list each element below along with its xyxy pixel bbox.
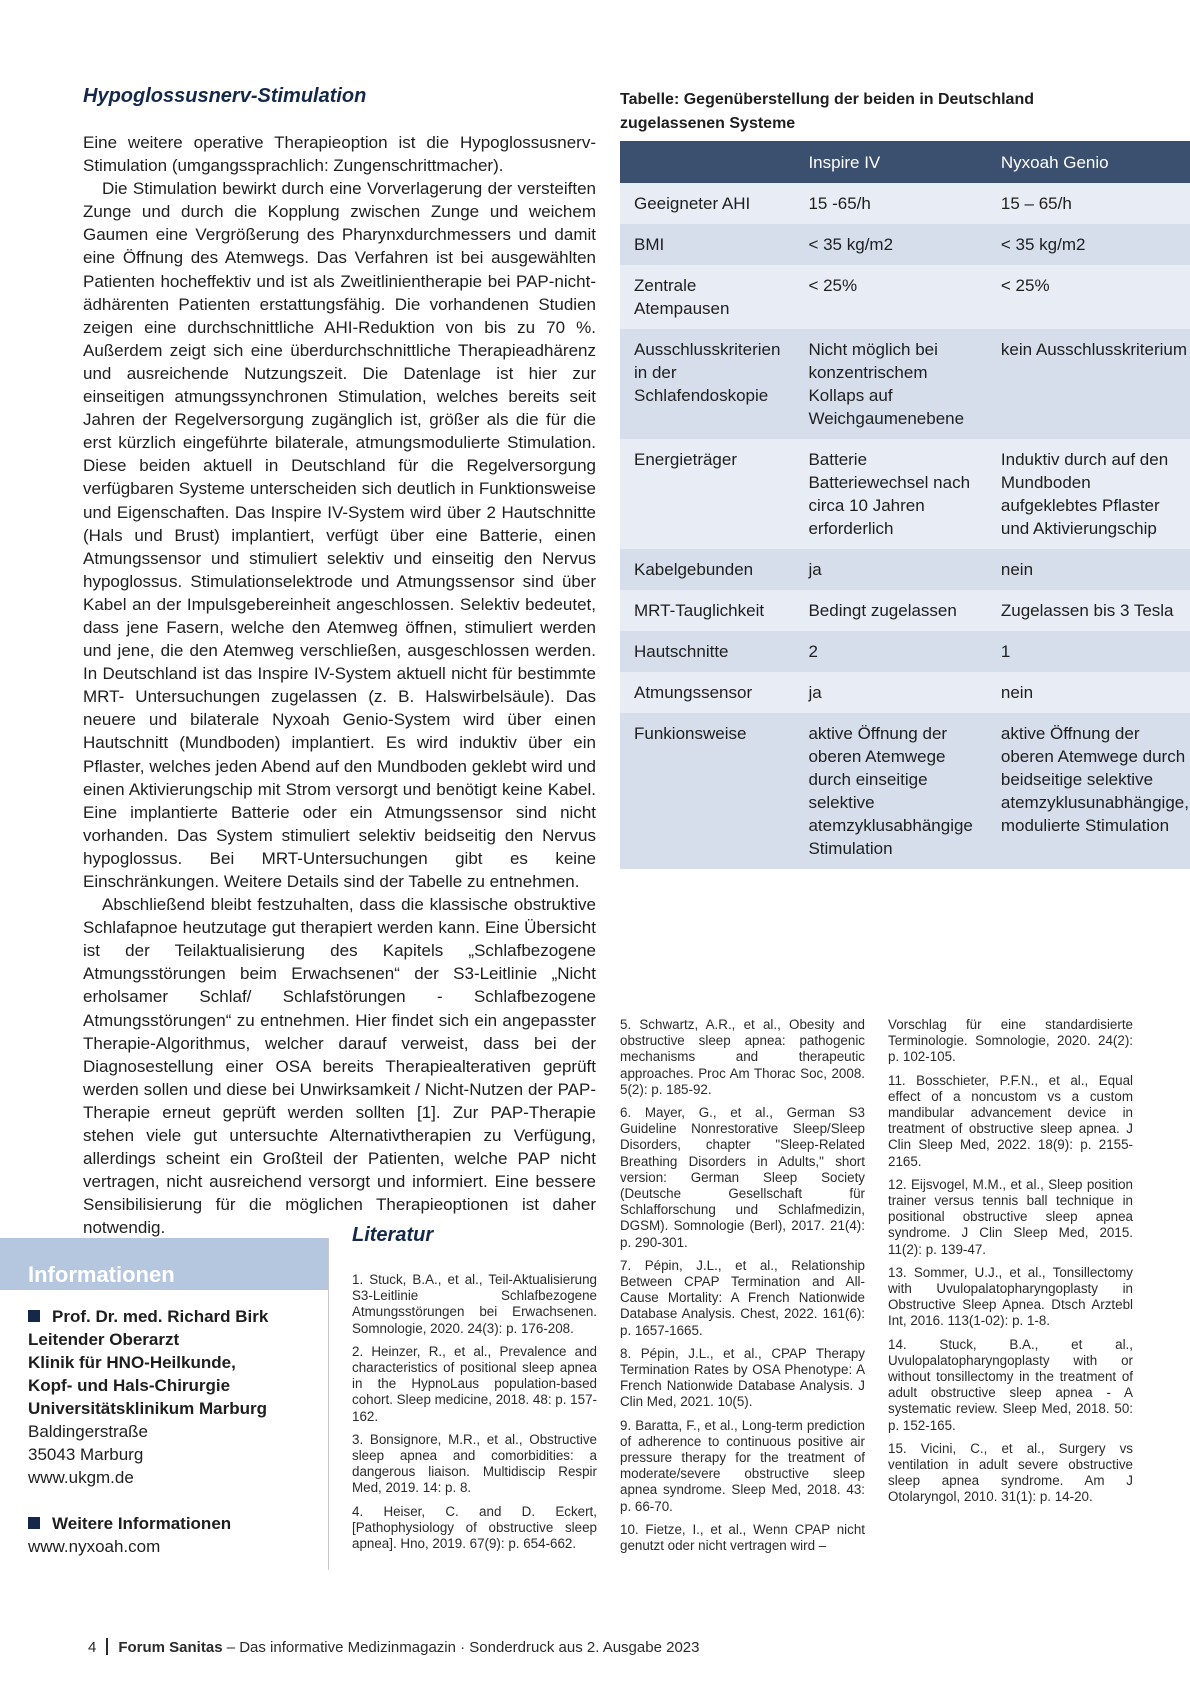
reference-item: 12. Eijsvogel, M.M., et al., Sleep position trainer versus tennis ball technique in positional obstructive sleep apnea syndrome. J Clin Sleep Med, 2015. 11(2): p. 139-47. [888, 1176, 1133, 1257]
table-row [620, 549, 1190, 590]
info-clinic: Universitätsklinikum Marburg [28, 1399, 268, 1418]
table-cell: BMI [620, 224, 794, 265]
table-cell: Nicht möglich bei konzentrischem Kollaps auf Weichgaumenebene [794, 329, 986, 439]
reference-item: 13. Sommer, U.J., et al., Tonsillectomy with Uvulopalatopharyngoplasty in Obstructive Sleep Apnea. Dtsch Arztebl Int, 2016. 113(1-02): p. 1-8. [888, 1264, 1133, 1329]
table-cell: Energieträger [620, 439, 794, 549]
table-row [620, 631, 1190, 672]
bullet-square-icon [28, 1517, 40, 1529]
info-more-label: Weitere Informationen [52, 1514, 232, 1533]
comparison-table [620, 141, 1190, 869]
table-cell: nein [987, 672, 1190, 713]
table-header-row [620, 141, 1190, 183]
table-caption: Tabelle: Gegenüberstellung der beiden in Deutschland zugelassenen Systeme [620, 91, 1034, 132]
reference-item: Vorschlag für eine standardisierte Terminologie. Somnologie, 2020. 24(2): p. 102-105. [888, 1017, 1133, 1065]
literature-column-2 [620, 1017, 865, 1561]
reference-item: 3. Bonsignore, M.R., et al., Obstructive sleep apnea and comorbidities: a dangerous liaison. Multidiscip Respir Med, 2019. 14: p. 8. [352, 1431, 597, 1496]
reference-item: 4. Heiser, C. and D. Eckert, [Pathophysiology of obstructive sleep apnea]. Hno, 2019. 67(9): p. 654-662. [352, 1503, 597, 1552]
table-cell: < 35 kg/m2 [987, 224, 1190, 265]
reference-item: 11. Bosschieter, P.F.N., et al., Equal effect of a noncustom vs a custom mandibular advancement device in treatment of obstructive sleep apnea. J Clin Sleep Med, 2022. 18(9): p. 2155-2165. [888, 1072, 1133, 1169]
table-cell: Funkionsweise [620, 713, 794, 869]
table-cell: MRT-Tauglichkeit [620, 590, 794, 631]
info-website-link[interactable]: www.ukgm.de [28, 1468, 134, 1487]
table-row [620, 713, 1190, 869]
table-cell: Bedingt zugelassen [794, 590, 986, 631]
reference-item: 5. Schwartz, A.R., et al., Obesity and obstructive sleep apnea: pathogenic mechanisms and therapeutic approaches. Proc Am Thorac Soc, 2008. 5(2): p. 185-92. [620, 1017, 865, 1097]
info-street: Baldingerstraße [28, 1422, 149, 1441]
reference-item: 15. Vicini, C., et al., Surgery vs ventilation in adult severe obstructive sleep apnea syndrome. Am J Otolaryngol, 2010. 31(1): p. 14-20. [888, 1440, 1133, 1505]
info-position: Leitender Oberarzt [28, 1330, 180, 1349]
footer-separator [106, 1638, 108, 1655]
table-cell: < 25% [794, 265, 986, 329]
reference-item: 1. Stuck, B.A., et al., Teil-Aktualisierung S3-Leitlinie Schlafbezogene Atmungsstörungen bei Erwachsenen. Somnologie, 2020. 24(3): p. 176-208. [352, 1272, 597, 1336]
literature-column-1 [352, 1272, 597, 1559]
reference-item: 7. Pépin, J.L., et al., Relationship Between CPAP Termination and All-Cause Mortality: A French Nationwide Database Analysis. Chest, 2022. 161(6): p. 1657-1665. [620, 1257, 865, 1338]
table-cell: 2 [794, 631, 986, 672]
table-row [620, 265, 1190, 329]
article-body [83, 131, 596, 1240]
table-cell: ja [794, 672, 986, 713]
page-number: 4 [88, 1639, 97, 1656]
table-cell: Zugelassen bis 3 Tesla [987, 590, 1190, 631]
table-cell: Batterie Batteriewechsel nach circa 10 Jahren erforderlich [794, 439, 986, 549]
table-cell: Zentrale Atempausen [620, 265, 794, 329]
reference-item: 6. Mayer, G., et al., German S3 Guideline Nonrestorative Sleep/Sleep Disorders, chapter "Sleep-Related Breathing Disorders in Adults," short version: German Sleep Society (Deutsche Gesellschaft für Schlafforschung und Schlafmedizin, DGSM). Somnologie (Berl), 2017. 21(4): p. 290-301. [620, 1105, 865, 1250]
info-contact [28, 1305, 268, 1558]
info-title: Informationen [28, 1262, 175, 1287]
info-clinic: Kopf- und Hals-Chirurgie [28, 1376, 231, 1395]
table-cell: < 35 kg/m2 [794, 224, 986, 265]
table-cell: ja [794, 549, 986, 590]
table-cell: 1 [987, 631, 1190, 672]
table-row [620, 224, 1190, 265]
literature-column-3 [888, 1017, 1133, 1513]
article-paragraph: Die Stimulation bewirkt durch eine Vorverlagerung der versteiften Zunge und durch die Kopplung zwischen Zunge und weichem Gaumen eine Vergrößerung des Pharynxdurchmessers und damit eine Öffnung des Atemwegs. Das Verfahren ist bei ausgewählten Patienten hocheffektiv und ist als Zweitlinientherapie bei PAP-nicht-ädhärenten Patienten erstattungsfähig. Die vorhandenen Studien zeigen eine durchschnittliche AHI-Reduktion von bis zu 70 %. Außerdem zeigt sich eine überdurchschnittliche Therapieadhärenz und ausreichende Nutzungszeit. Die Datenlage ist hier zur einseitigen atmungssynchronen Stimulation, welches bereits seit Jahren der Regelversorgung zugänglich ist, größer als die für die erst kürzlich eingeführte bilaterale, atmungsmodulierte Stimulation. Diese beiden aktuell in Deutschland für die Regelversorgung verfügbaren Systeme unterscheiden sich deutlich in Funktionsweise und Eigenschaften. Das Inspire IV-System wird über 2 Hautschnitte (Hals und Brust) implantiert, verfügt über eine Batterie, einen Atmungssensor und stimuliert selektiv und einseitig den Nervus hypoglossus. Stimulationselektrode und Atmungssensor sind über Kabel an der Impulsgebereinheit angeschlossen. Selektiv bedeutet, dass jene Fasern, welche den Atemweg öffnen, stimuliert werden und jene, die den Atemweg verschließen, ausgeschlossen werden. In Deutschland ist das Inspire IV-System aktuell nicht für bestimmte MRT- Untersuchungen zugelassen (z. B. Halswirbelsäule). Das neuere und bilaterale Nyxoah Genio-System wird über einen Hautschnitt (Mundboden) implantiert. Es wird induktiv über ein Pflaster, welches jeden Abend auf den Mundboden geklebt wird und einen Aktivierungschip mit Strom versorgt und benötigt keine Kabel. Eine implantierte Batterie oder ein Atmungssensor sind nicht vorhanden. Das System stimuliert selektiv beidseitig den Nervus hypoglossus. Bei MRT-Untersuchungen gibt es keine Einschränkungen. Weitere Details sind der Tabelle zu entnehmen. [83, 179, 596, 891]
reference-item: 14. Stuck, B.A., et al., Uvulopalatopharyngoplasty with or without tonsillectomy in the treatment of adult obstructive sleep apnea - A systematic review. Sleep Med, 2018. 50: p. 152-165. [888, 1336, 1133, 1433]
table-row [620, 590, 1190, 631]
table-cell: aktive Öffnung der oberen Atemwege durch beidseitige selektive atemzyklusunabhängige, modulierte Stimulation [987, 713, 1190, 869]
table-header-cell [620, 141, 794, 183]
info-city: 35043 Marburg [28, 1445, 144, 1464]
magazine-subtitle: – Das informative Medizinmagazin · Sonderdruck aus 2. Ausgabe 2023 [226, 1639, 700, 1656]
magazine-name: Forum Sanitas [118, 1639, 223, 1656]
info-more-website-link[interactable]: www.nyxoah.com [28, 1537, 161, 1556]
table-cell: nein [987, 549, 1190, 590]
bullet-square-icon [28, 1310, 40, 1322]
reference-item: 2. Heinzer, R., et al., Prevalence and characteristics of positional sleep apnea in the HypnoLaus population-based cohort. Sleep medicine, 2018. 48: p. 157-162. [352, 1343, 597, 1424]
literature-heading: Literatur [352, 1224, 434, 1246]
table-cell: Induktiv durch auf den Mundboden aufgeklebtes Pflaster und Aktivierungschip [987, 439, 1190, 549]
table-header-cell: Nyxoah Genio [987, 141, 1190, 183]
table-row [620, 183, 1190, 224]
table-cell: kein Ausschlusskriterium [987, 329, 1190, 439]
table-cell: Atmungssensor [620, 672, 794, 713]
table-cell: Hautschnitte [620, 631, 794, 672]
table-row [620, 329, 1190, 439]
table-cell: aktive Öffnung der oberen Atemwege durch einseitige selektive atemzyklusabhängige Stimulation [794, 713, 986, 869]
table-header-cell: Inspire IV [794, 141, 986, 183]
info-name: Prof. Dr. med. Richard Birk [52, 1307, 269, 1326]
reference-item: 10. Fietze, I., et al., Wenn CPAP nicht genutzt oder nicht vertragen wird – [620, 1521, 865, 1554]
article-paragraph: Abschließend bleibt festzuhalten, dass die klassische obstruktive Schlafapnoe heutzutage gut therapiert werden kann. Eine Übersicht ist der Teilaktualisierung des Kapitels „Schlafbezogene Atmungsstörungen beim Erwachsenen“ der S3-Leitlinie „Nicht erholsamer Schlaf/ Schlafstörungen - Schlafbezogene Atmungsstörungen“ zu entnehmen. Hier findet sich ein angepasster Therapie-Algorithmus, welcher darauf verweist, dass bei der Diagnosestellung einer OSA bereits Therapiealterativen geprüft werden sollen und diese bei Unwirksamkeit / Nicht-Nutzen der PAP-Therapie erneut geprüft werden sollten [1]. Zur PAP-Therapie stehen viele gut untersuchte Alternativtherapien zu Verfügung, allerdings scheint ein Großteil der Patienten, welche PAP nicht vertragen, nicht ausreichend versorgt und informiert. Eine bessere Sensibilisierung für die möglichen Therapieoptionen ist daher notwendig. [83, 895, 596, 1238]
table-cell: 15 -65/h [794, 183, 986, 224]
table-row [620, 439, 1190, 549]
reference-item: 8. Pépin, J.L., et al., CPAP Therapy Termination Rates by OSA Phenotype: A French Nationwide Database Analysis. J Clin Med, 2021. 10(5). [620, 1345, 865, 1410]
article-heading: Hypoglossusnerv-Stimulation [83, 85, 367, 107]
page-footer [88, 1638, 699, 1656]
table-cell: Kabelgebunden [620, 549, 794, 590]
table-cell: Geeigneter AHI [620, 183, 794, 224]
table-cell: 15 – 65/h [987, 183, 1190, 224]
column-divider [328, 1238, 329, 1570]
table-cell: Ausschlusskriterien in der Schlafendoskopie [620, 329, 794, 439]
info-clinic: Klinik für HNO-Heilkunde, [28, 1353, 236, 1372]
reference-item: 9. Baratta, F., et al., Long-term prediction of adherence to continuous positive air pressure therapy for the treatment of moderate/severe obstructive sleep apnea syndrome. Sleep Med, 2018. 43: p. 66-70. [620, 1417, 865, 1514]
table-row [620, 672, 1190, 713]
table-cell: < 25% [987, 265, 1190, 329]
article-paragraph: Eine weitere operative Therapieoption ist die Hypoglossusnerv-Stimulation (umgangssprachlich: Zungenschrittmacher). [83, 133, 596, 176]
